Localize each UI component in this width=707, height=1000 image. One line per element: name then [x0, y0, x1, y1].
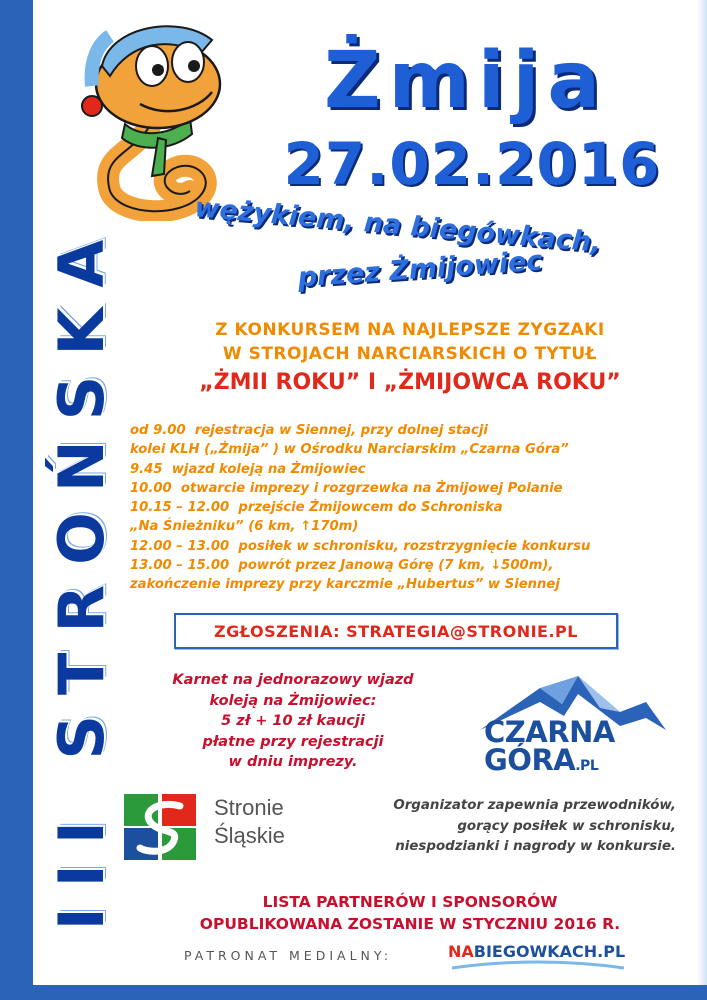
registration-email-box[interactable]: ZGŁOSZENIA: STRATEGIA@STRONIE.PL: [174, 613, 618, 649]
contest-line-2: W STROJACH NARCIARSKICH O TYTUŁ: [222, 344, 598, 364]
stronie-slaskie-text: [214, 794, 285, 850]
schedule-text: posiłek w schronisku, rozstrzygnięcie konkursu: [238, 538, 591, 554]
nabiegowkach-logo-text[interactable]: [448, 942, 625, 961]
paper-edge: [697, 0, 707, 1000]
schedule-text: „Na Śnieżniku” (6 km, ↑170m): [130, 519, 359, 535]
schedule-item: [130, 479, 690, 498]
schedule-text: wjazd koleją na Żmijowiec: [171, 461, 366, 477]
vertical-title: III STROŃSKA: [45, 219, 118, 931]
schedule-item: [130, 556, 690, 575]
ticket-line: w dniu imprezy.: [228, 754, 358, 770]
schedule-text: kolei KLH („Żmija” ) w Ośrodku Narciarskim „Czarna Góra”: [130, 442, 569, 458]
schedule-text: przejście Żmijowcem do Schroniska: [238, 500, 503, 516]
schedule-list: [130, 421, 690, 595]
ticket-line: Karnet na jednorazowy wjazd: [172, 672, 414, 688]
stronie-line-1: Stronie: [214, 795, 284, 820]
schedule-item: [130, 575, 690, 594]
czarna-gora-line-2: [484, 743, 664, 780]
schedule-item: [130, 537, 690, 556]
subtitle-line-1: wężykiem, na biegówkach,: [193, 192, 603, 259]
ticket-info: [134, 670, 452, 773]
organizer-line: gorący posiłek w schronisku,: [457, 818, 676, 834]
partners-line-2: OPUBLIKOWANA ZOSTANIE W STYCZNIU 2016 R.: [199, 915, 621, 933]
organizer-info: [316, 796, 676, 858]
stronie-slaskie-logo-icon: [122, 792, 198, 862]
schedule-time: 10.00: [130, 480, 172, 496]
ticket-line: 5 zł + 10 zł kaucji: [221, 713, 365, 729]
ticket-line: koleją na Żmijowiec:: [209, 692, 377, 709]
schedule-text: otwarcie imprezy i rozgrzewka na Żmijowej Polanie: [180, 480, 563, 496]
schedule-item: [130, 460, 690, 479]
organizer-line: niespodzianki i nagrody w konkursie.: [395, 839, 676, 854]
czarna-gora-logo-text: [484, 715, 664, 780]
schedule-item: [130, 517, 690, 536]
subtitle-line-2: przez Żmijowiec: [296, 245, 544, 294]
contest-line-1: Z KONKURSEM NA NAJLEPSZE ZYGZAKI: [215, 320, 605, 340]
organizer-line: Organizator zapewnia przewodników,: [393, 798, 676, 813]
czarna-gora-line-1: CZARNA: [484, 715, 615, 749]
schedule-text: zakończenie imprezy przy karczmie „Hubertus” w Siennej: [130, 577, 560, 593]
czarna-gora-word: GÓRA: [484, 743, 576, 777]
schedule-item: [130, 440, 690, 459]
stronie-line-2: Śląskie: [214, 823, 285, 848]
partners-line-1: LISTA PARTNERÓW I SPONSORÓW: [262, 893, 558, 911]
schedule-time: 13.00 – 15.00: [130, 558, 230, 574]
schedule-item: [130, 421, 690, 440]
ticket-line: płatne przy rejestracji: [202, 733, 384, 750]
schedule-time: 9.45: [130, 461, 163, 477]
contest-title: „ŻMII ROKU” I „ŻMIJOWCA ROKU”: [199, 370, 621, 395]
schedule-time: 10.15 – 12.00: [130, 500, 230, 516]
schedule-time: 12.00 – 13.00: [130, 538, 230, 554]
czarna-gora-suffix: .PL: [575, 758, 599, 774]
nabiegowkach-rest: BIEGOWKACH.PL: [473, 942, 626, 961]
schedule-time: od 9.00: [130, 423, 186, 438]
event-date: 27.02.2016: [283, 130, 661, 198]
event-title: Żmija: [324, 36, 608, 126]
bottom-border: [33, 985, 707, 1000]
schedule-text: powrót przez Janową Górę (7 km, ↓500m),: [238, 558, 554, 574]
nabiegowkach-prefix: NA: [448, 942, 474, 961]
media-patronage-label: PATRONAT MEDIALNY:: [184, 948, 393, 963]
schedule-item: [130, 498, 690, 517]
schedule-text: rejestracja w Siennej, przy dolnej stacji: [194, 423, 488, 438]
